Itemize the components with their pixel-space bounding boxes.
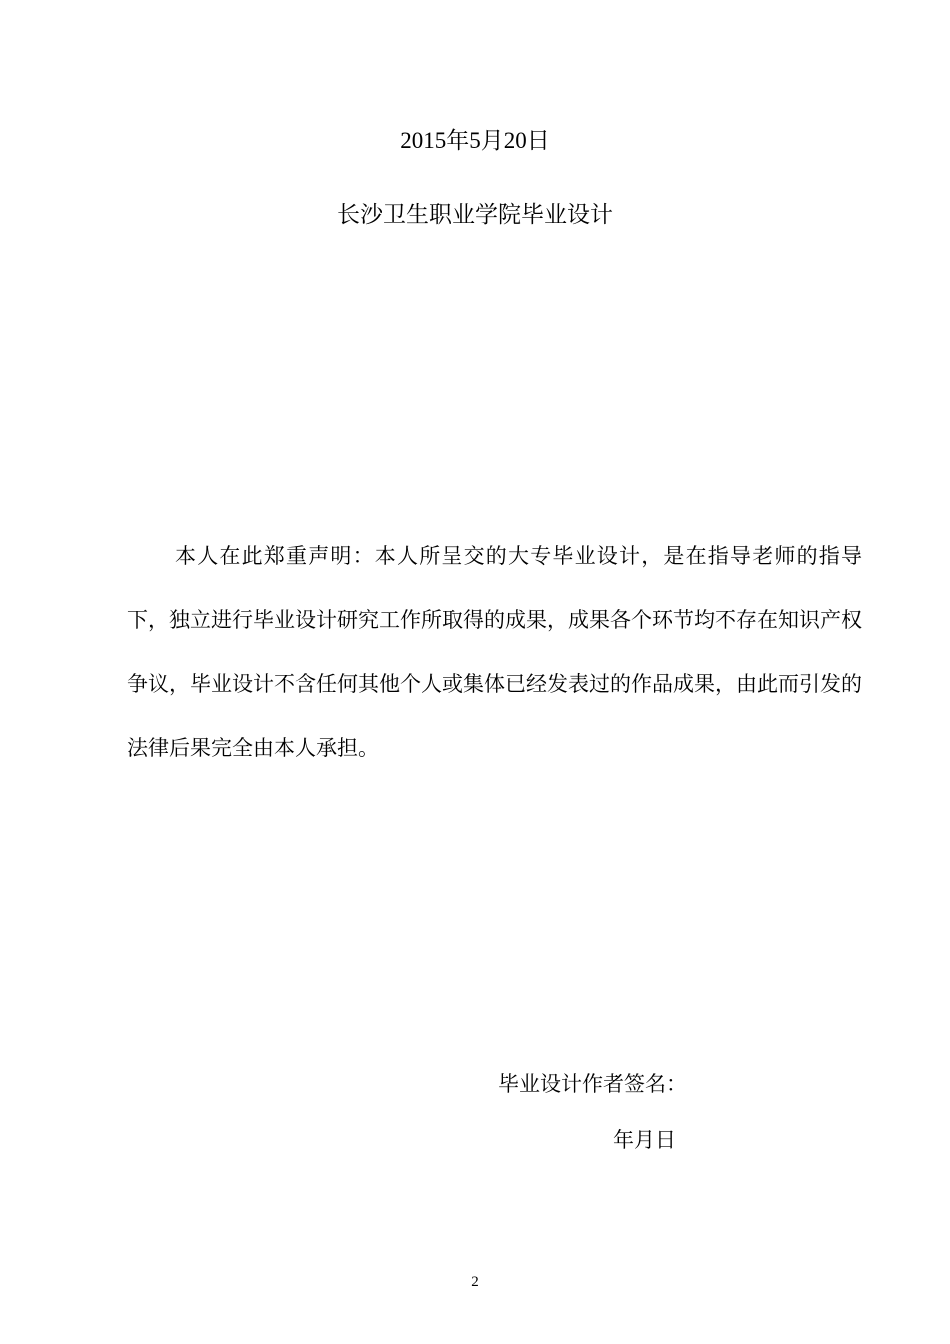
institution-title: 长沙卫生职业学院毕业设计	[337, 202, 613, 227]
document-date: 2015年5月20日	[400, 128, 550, 153]
declaration-paragraph: 本人在此郑重声明：本人所呈交的大专毕业设计，是在指导老师的指导下，独立进行毕业设计研究工作所取得的成果，成果各个环节均不存在知识产权争议，毕业设计不含任何其他个人或集体已经发表过的作品成果，由此而引发的法律后果完全由本人承担。	[127, 545, 862, 760]
signature-label: 毕业设计作者签名：	[498, 1073, 687, 1096]
page-number: 2	[471, 1274, 479, 1290]
signature-date: 年月日	[613, 1129, 676, 1152]
